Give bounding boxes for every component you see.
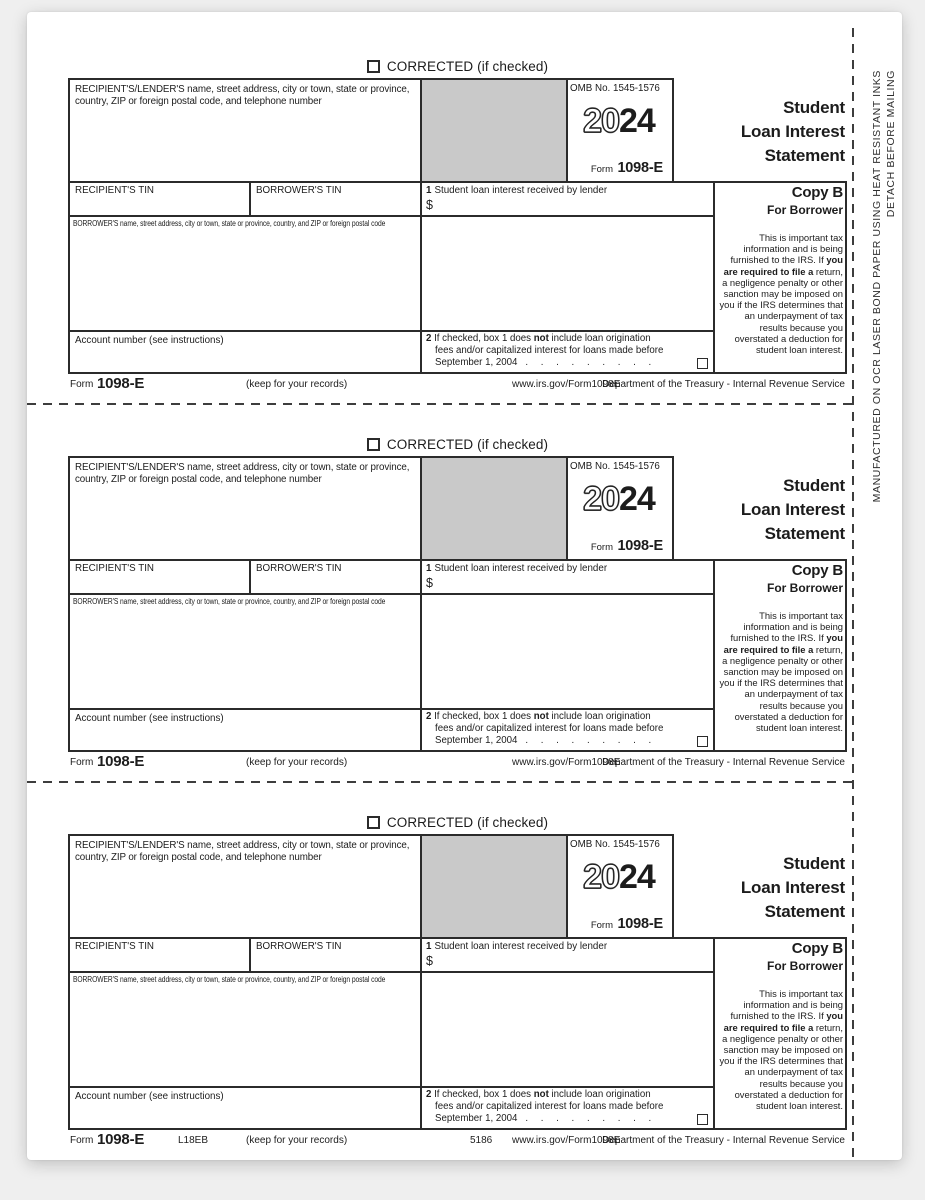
account-number-field[interactable] (240, 726, 412, 746)
box2: 2 If checked, box 1 does not include loan origination fees and/or capitalized interest for loans made before September 1, 2004 . . . . . . . . . (426, 333, 714, 369)
corrected-label: CORRECTED (if checked) (386, 815, 549, 830)
recipient-tin-label: RECIPIENT'S TIN (75, 941, 154, 952)
tax-year-bold: 24 (619, 858, 655, 896)
margin-text (871, 70, 899, 502)
form-id: Form 1098-E (590, 916, 663, 932)
borrower-tin-label: BORROWER'S TIN (256, 941, 342, 952)
tax-year-outline: 20 (583, 480, 619, 518)
detach-note: DETACH BEFORE MAILING (885, 70, 897, 218)
borrower-tin-label: BORROWER'S TIN (256, 185, 342, 196)
table-line (68, 593, 715, 595)
borrower-address-label: BORROWER'S name, street address, city or town, state or province, country, and ZIP or foreign postal code (73, 219, 386, 228)
copy-column (717, 562, 843, 733)
box2-line3: September 1, 2004 . . . . . . . . . (435, 735, 652, 746)
box2: 2 If checked, box 1 does not include loan origination fees and/or capitalized interest for loans made before September 1, 2004 . . . . . . . . . (426, 711, 714, 747)
for-borrower-label: For Borrower (766, 959, 843, 973)
copy-instructions: This is important tax information and is being furnished to the IRS. If you are required to file a return, a negligence penalty or other sanction may be imposed on you if the IRS determines that an underpayment of tax results because you overstated a deduction for student loan interest. (719, 232, 843, 356)
copy-column (717, 184, 843, 355)
form-copy-3 (68, 814, 847, 1150)
footer-form-number: 1098-E (97, 753, 145, 770)
omb-number: OMB No. 1545-1576 (570, 461, 660, 472)
footer-form-number: 1098-E (97, 375, 145, 392)
manufactured-note: MANUFACTURED ON OCR LASER BOND PAPER USING HEAT RESISTANT INKS (871, 70, 883, 503)
irs-url: www.irs.gov/Form1098E (512, 757, 621, 768)
table-line (68, 937, 847, 939)
borrower-address-label: BORROWER'S name, street address, city or town, state or province, country, and ZIP or foreign postal code (73, 975, 386, 984)
footer-form-word: Form (70, 757, 94, 768)
lender-address-field[interactable] (75, 866, 415, 932)
table-line (420, 834, 422, 1130)
table-line (249, 559, 251, 595)
borrower-address-field[interactable] (73, 608, 417, 704)
form-footer (70, 754, 845, 772)
footer-form-number: 1098-E (97, 1131, 145, 1148)
account-number-label: Account number (see instructions) (75, 1091, 224, 1102)
account-number-field[interactable] (240, 1104, 412, 1124)
plate-code: L18EB (178, 1135, 209, 1146)
table-line (68, 834, 70, 1130)
corrected-row (68, 58, 847, 76)
table-line (68, 1086, 715, 1088)
omb-number: OMB No. 1545-1576 (570, 839, 660, 850)
table-line (845, 937, 847, 1130)
table-line (845, 181, 847, 374)
form-id: Form 1098-E (590, 538, 663, 554)
sheet-code: 5186 (470, 1135, 493, 1146)
box1-label: 1 Student loan interest received by lender (426, 185, 608, 196)
shaded-void-box (422, 80, 568, 181)
borrower-address-field[interactable] (73, 230, 417, 326)
copy-label: Copy B (791, 940, 843, 957)
keep-for-records-note: (keep for your records) (246, 757, 348, 768)
table-line (68, 559, 847, 561)
form-title: Student Loan Interest Statement (740, 854, 845, 921)
borrower-address-field[interactable] (73, 986, 417, 1082)
box1-amount-field[interactable] (440, 199, 706, 213)
horizontal-perforation (27, 781, 854, 783)
box2-checkbox[interactable] (697, 358, 708, 369)
keep-for-records-note: (keep for your records) (246, 1135, 348, 1146)
box2-checkbox[interactable] (697, 1114, 708, 1125)
table-line (68, 215, 715, 217)
dot-leader: . . . . . . . . . (525, 357, 652, 368)
box1-amount-field[interactable] (440, 577, 706, 591)
box1-label: 1 Student loan interest received by lender (426, 941, 608, 952)
footer-form-word: Form (70, 1135, 94, 1146)
treasury-label: Department of the Treasury - Internal Revenue Service (602, 1135, 845, 1146)
box1-currency-symbol: $ (426, 954, 433, 968)
tax-year-bold: 24 (619, 102, 655, 140)
treasury-label: Department of the Treasury - Internal Revenue Service (602, 379, 845, 390)
irs-url: www.irs.gov/Form1098E (512, 379, 621, 390)
corrected-row (68, 814, 847, 832)
table-line (68, 456, 674, 458)
corrected-label: CORRECTED (if checked) (386, 59, 549, 74)
box2: 2 If checked, box 1 does not include loan origination fees and/or capitalized interest for loans made before September 1, 2004 . . . . . . . . . (426, 1089, 714, 1125)
borrower-tin-field[interactable] (256, 954, 414, 969)
copy-label: Copy B (791, 184, 843, 201)
lender-address-field[interactable] (75, 110, 415, 176)
table-line (249, 937, 251, 973)
account-number-label: Account number (see instructions) (75, 713, 224, 724)
box2-line3: September 1, 2004 . . . . . . . . . (435, 1113, 652, 1124)
horizontal-perforation (27, 403, 854, 405)
recipient-tin-field[interactable] (75, 576, 243, 591)
form-footer (70, 376, 845, 394)
recipient-tin-label: RECIPIENT'S TIN (75, 563, 154, 574)
irs-url: www.irs.gov/Form1098E (512, 1135, 621, 1146)
table-line (68, 181, 847, 183)
table-line (68, 750, 847, 752)
form-title: Student Loan Interest Statement (740, 98, 845, 165)
borrower-tin-field[interactable] (256, 576, 414, 591)
table-line (68, 834, 674, 836)
form-copy-2 (68, 436, 847, 772)
copy-instructions: This is important tax information and is being furnished to the IRS. If you are required to file a return, a negligence penalty or other sanction may be imposed on you if the IRS determines that an underpayment of tax results because you overstated a deduction for student loan interest. (719, 610, 843, 734)
table-line (68, 372, 847, 374)
corrected-checkbox[interactable] (367, 816, 380, 829)
account-number-label: Account number (see instructions) (75, 335, 224, 346)
box1-currency-symbol: $ (426, 576, 433, 590)
form-id: Form 1098-E (590, 160, 663, 176)
dot-leader: . . . . . . . . . (525, 735, 652, 746)
recipient-tin-label: RECIPIENT'S TIN (75, 185, 154, 196)
copy-instructions: This is important tax information and is being furnished to the IRS. If you are required to file a return, a negligence penalty or other sanction may be imposed on you if the IRS determines that an underpayment of tax results because you overstated a deduction for student loan interest. (719, 988, 843, 1112)
account-number-field[interactable] (240, 348, 412, 368)
copy-column (717, 940, 843, 1111)
lender-address-label: RECIPIENT'S/LENDER'S name, street address, city or town, state or province, country, ZIP or foreign postal code, and telephone number (75, 840, 410, 863)
form-copy-1 (68, 58, 847, 394)
table-line (68, 971, 715, 973)
box2-line2: fees and/or capitalized interest for loans made before (435, 345, 664, 356)
for-borrower-label: For Borrower (766, 203, 843, 217)
corrected-checkbox[interactable] (367, 438, 380, 451)
table-line (68, 456, 70, 752)
table-line (420, 456, 422, 752)
box1-amount-field[interactable] (440, 955, 706, 969)
vertical-perforation (852, 28, 854, 1158)
for-borrower-label: For Borrower (766, 581, 843, 595)
table-line (68, 330, 715, 332)
recipient-tin-field[interactable] (75, 954, 243, 969)
lender-address-label: RECIPIENT'S/LENDER'S name, street address, city or town, state or province, country, ZIP or foreign postal code, and telephone number (75, 84, 410, 107)
treasury-label: Department of the Treasury - Internal Revenue Service (602, 757, 845, 768)
copy-label: Copy B (791, 562, 843, 579)
table-line (420, 78, 422, 374)
form-sheet (27, 12, 902, 1160)
box2-checkbox[interactable] (697, 736, 708, 747)
lender-address-field[interactable] (75, 488, 415, 554)
form-footer (70, 1132, 845, 1150)
table-line (68, 78, 674, 80)
borrower-tin-field[interactable] (256, 198, 414, 213)
table-line (249, 181, 251, 217)
borrower-tin-label: BORROWER'S TIN (256, 563, 342, 574)
table-line (68, 708, 715, 710)
keep-for-records-note: (keep for your records) (246, 379, 348, 390)
table-line (68, 78, 70, 374)
box2-line3: September 1, 2004 . . . . . . . . . (435, 357, 652, 368)
shaded-void-box (422, 458, 568, 559)
table-line (845, 559, 847, 752)
box2-line2: fees and/or capitalized interest for loans made before (435, 1101, 664, 1112)
lender-address-label: RECIPIENT'S/LENDER'S name, street address, city or town, state or province, country, ZIP or foreign postal code, and telephone number (75, 462, 410, 485)
corrected-checkbox[interactable] (367, 60, 380, 73)
dot-leader: . . . . . . . . . (525, 1113, 652, 1124)
tax-year-outline: 20 (583, 102, 619, 140)
borrower-address-label: BORROWER'S name, street address, city or town, state or province, country, and ZIP or foreign postal code (73, 597, 386, 606)
box1-label: 1 Student loan interest received by lender (426, 563, 608, 574)
corrected-row (68, 436, 847, 454)
form-title: Student Loan Interest Statement (740, 476, 845, 543)
tax-year-outline: 20 (583, 858, 619, 896)
omb-number: OMB No. 1545-1576 (570, 83, 660, 94)
recipient-tin-field[interactable] (75, 198, 243, 213)
shaded-void-box (422, 836, 568, 937)
tax-year-bold: 24 (619, 480, 655, 518)
footer-form-word: Form (70, 379, 94, 390)
box2-line2: fees and/or capitalized interest for loans made before (435, 723, 664, 734)
box1-currency-symbol: $ (426, 198, 433, 212)
corrected-label: CORRECTED (if checked) (386, 437, 549, 452)
table-line (68, 1128, 847, 1130)
